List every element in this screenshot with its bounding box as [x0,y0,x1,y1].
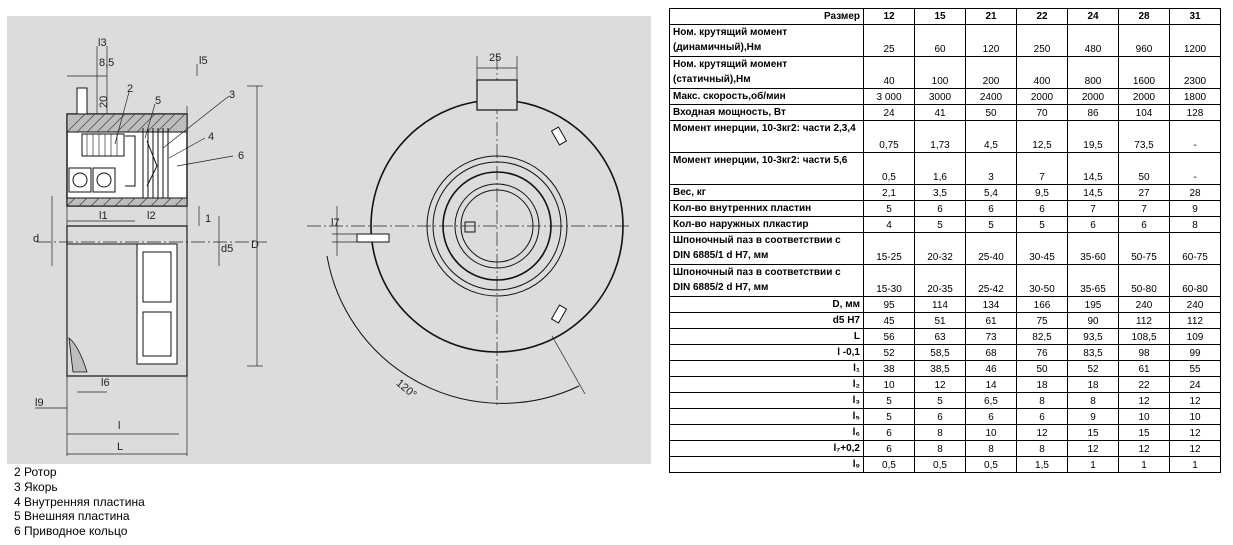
row-label: Шпоночный паз в соответствии с DIN 6885/1 d H7, мм [670,233,864,265]
table-row [670,297,1221,313]
table-cell: 6 [1119,217,1170,233]
table-cell: 8 [1068,393,1119,409]
row-label: l₅ [670,409,864,425]
legend-item: 5 Внешняя пластина [14,509,130,524]
table-cell: 114 [915,297,966,313]
table-cell: 8 [1017,441,1068,457]
table-cell: 240 [1170,297,1221,313]
table-cell: 52 [864,345,915,361]
label-part-2: 2 [127,83,134,95]
size-col: 22 [1017,9,1068,25]
table-cell: 250 [1017,25,1068,57]
table-cell: 2000 [1017,89,1068,105]
table-cell: 12 [1068,441,1119,457]
label-part-5: 5 [155,95,162,107]
legend-item: 3 Якорь [14,479,58,494]
legend-item: 4 Внутренняя пластина [14,494,145,509]
row-label: Вес, кг [670,185,864,201]
table-cell: 15 [1068,425,1119,441]
table-cell: 1 [1170,457,1221,473]
table-cell: 240 [1119,297,1170,313]
table-cell: 55 [1170,361,1221,377]
table-cell: 2300 [1170,57,1221,89]
row-label: d5 H7 [670,313,864,329]
table-cell: 1,5 [1017,457,1068,473]
front-view [307,52,632,406]
table-cell: 38 [864,361,915,377]
table-cell: 1200 [1170,25,1221,57]
table-cell: 6 [966,409,1017,425]
table-cell: 6 [1068,217,1119,233]
table-cell: 8 [966,441,1017,457]
table-cell: 3 [966,153,1017,185]
row-label: l₇+0,2 [670,441,864,457]
table-cell: 1 [1068,457,1119,473]
table-cell: 75 [1017,313,1068,329]
table-row [670,409,1221,425]
table-cell: 0,5 [966,457,1017,473]
table-cell: 68 [966,345,1017,361]
row-label: l₁ [670,361,864,377]
table-cell: 50 [1119,153,1170,185]
row-label: Момент инерции, 10-3кг2: части 2,3,4 [670,121,864,153]
table-cell: 73 [966,329,1017,345]
table-cell: 41 [915,105,966,121]
table-cell: 15 [1119,425,1170,441]
table-cell: 5 [915,393,966,409]
row-label: Ном. крутящий момент (статичный),Нм [670,57,864,89]
table-cell: 60-80 [1170,265,1221,297]
table-row [670,201,1221,217]
row-label: Ном. крутящий момент (динамичный),Нм [670,25,864,57]
table-row [670,89,1221,105]
parts-legend [14,465,145,539]
table-cell: 2,1 [864,185,915,201]
table-cell: 6 [915,201,966,217]
table-cell: 22 [1119,377,1170,393]
table-cell: 6 [1017,409,1068,425]
table-row [670,265,1221,297]
label-part-6: 6 [238,150,245,162]
table-cell: 10 [966,425,1017,441]
table-cell: 109 [1170,329,1221,345]
table-cell: 1,73 [915,121,966,153]
table-row [670,361,1221,377]
table-cell: 56 [864,329,915,345]
label-d: d [33,233,40,245]
table-row [670,377,1221,393]
table-cell: 0,5 [864,153,915,185]
label-25: 25 [489,52,502,64]
label-20: 20 [98,95,110,108]
table-cell: 8 [915,441,966,457]
table-cell: 12 [1119,393,1170,409]
table-cell: 95 [864,297,915,313]
table-cell: 61 [966,313,1017,329]
label-part-4: 4 [208,131,215,143]
table-cell: 6 [864,441,915,457]
table-cell: 61 [1119,361,1170,377]
table-row [670,329,1221,345]
size-col: 21 [966,9,1017,25]
table-cell: 58,5 [915,345,966,361]
label-120deg: 120° [393,377,419,402]
table-cell: 5 [915,217,966,233]
table-cell: 10 [1119,409,1170,425]
legend-item: 6 Приводное кольцо [14,524,128,539]
table-cell: 15-25 [864,233,915,265]
table-cell: 0,5 [915,457,966,473]
table-cell: 7 [1119,201,1170,217]
row-label: Входная мощность, Вт [670,105,864,121]
table-cell: 19,5 [1068,121,1119,153]
table-row [670,313,1221,329]
row-label: Кол-во наружных плкастир [670,217,864,233]
row-label: D, мм [670,297,864,313]
table-cell: 93,5 [1068,329,1119,345]
table-cell: 7 [1068,201,1119,217]
table-cell: 8 [915,425,966,441]
table-cell: 7 [1017,153,1068,185]
size-col: 24 [1068,9,1119,25]
table-cell: 18 [1017,377,1068,393]
table-cell: 38,5 [915,361,966,377]
table-cell: 12 [1170,441,1221,457]
table-cell: 12 [1170,425,1221,441]
table-cell: 73,5 [1119,121,1170,153]
size-col: 12 [864,9,915,25]
table-cell: 5,4 [966,185,1017,201]
table-cell: 5 [864,201,915,217]
size-header: Размер [670,9,864,25]
table-cell: 45 [864,313,915,329]
table-cell: 50-80 [1119,265,1170,297]
label-8-5: 8,5 [99,57,115,69]
table-cell: 6 [864,425,915,441]
table-row [670,425,1221,441]
table-cell: 63 [915,329,966,345]
label-L: L [117,441,124,453]
table-cell: 25 [864,25,915,57]
table-cell: 480 [1068,25,1119,57]
table-cell: 12,5 [1017,121,1068,153]
table-cell: 3 000 [864,89,915,105]
table-cell: 60-75 [1170,233,1221,265]
legend-item: 2 Ротор [14,465,57,479]
table-cell: 98 [1119,345,1170,361]
table-cell: 128 [1170,105,1221,121]
size-col: 31 [1170,9,1221,25]
row-label: l₆ [670,425,864,441]
table-cell: 1800 [1170,89,1221,105]
label-part-3: 3 [229,89,236,101]
row-label: l₂ [670,377,864,393]
table-header-row [670,9,1221,25]
table-cell: 12 [1119,441,1170,457]
table-row [670,105,1221,121]
row-label: l -0,1 [670,345,864,361]
table-cell: 5 [864,409,915,425]
table-cell: 50-75 [1119,233,1170,265]
table-cell: 0,5 [864,457,915,473]
table-row [670,25,1221,57]
table-cell: 9,5 [1017,185,1068,201]
table-cell: 6 [966,201,1017,217]
table-cell: 30-45 [1017,233,1068,265]
row-label: Шпоночный паз в соответствии с DIN 6885/2 d H7, мм [670,265,864,297]
table-cell: 134 [966,297,1017,313]
spec-table-body [670,25,1221,473]
table-cell: 3000 [915,89,966,105]
row-label: Момент инерции, 10-3кг2: части 5,6 [670,153,864,185]
table-cell: 166 [1017,297,1068,313]
table-cell: 27 [1119,185,1170,201]
label-l5: l5 [199,55,208,67]
row-label: L [670,329,864,345]
table-cell: 1 [1119,457,1170,473]
table-row [670,57,1221,89]
size-col: 28 [1119,9,1170,25]
table-cell: 50 [966,105,1017,121]
table-cell: 12 [1017,425,1068,441]
clutch-drawing-svg [7,16,651,464]
table-cell: - [1170,153,1221,185]
table-cell: 15-30 [864,265,915,297]
table-cell: 14,5 [1068,153,1119,185]
label-1: 1 [205,213,212,225]
table-cell: 14 [966,377,1017,393]
table-cell: 10 [1170,409,1221,425]
table-row [670,217,1221,233]
table-cell: 960 [1119,25,1170,57]
table-cell: 6 [1017,201,1068,217]
label-D: D [251,239,259,251]
table-row [670,393,1221,409]
row-label: l₃ [670,393,864,409]
table-cell: 2000 [1068,89,1119,105]
table-cell: 1600 [1119,57,1170,89]
table-cell: 195 [1068,297,1119,313]
section-view [33,37,267,456]
table-cell: 60 [915,25,966,57]
table-cell: 9 [1068,409,1119,425]
label-l1: l1 [99,210,108,222]
table-cell: 24 [1170,377,1221,393]
table-cell: 25-42 [966,265,1017,297]
row-label: Кол-во внутренних пластин [670,201,864,217]
table-cell: 112 [1170,313,1221,329]
label-l9: l9 [35,397,44,409]
table-row [670,441,1221,457]
table-cell: 4,5 [966,121,1017,153]
table-cell: 2000 [1119,89,1170,105]
table-row [670,457,1221,473]
table-row [670,121,1221,153]
table-row [670,233,1221,265]
table-cell: 20-32 [915,233,966,265]
table-cell: 83,5 [1068,345,1119,361]
row-label: l₉ [670,457,864,473]
table-cell: 35-65 [1068,265,1119,297]
label-l: l [118,420,121,432]
table-cell: 120 [966,25,1017,57]
table-cell: 0,75 [864,121,915,153]
table-cell: 24 [864,105,915,121]
table-cell: 46 [966,361,1017,377]
table-cell: 2400 [966,89,1017,105]
spec-table [669,8,1221,473]
table-cell: 18 [1068,377,1119,393]
table-cell: 104 [1119,105,1170,121]
table-row [670,153,1221,185]
table-cell: 35-60 [1068,233,1119,265]
table-cell: 82,5 [1017,329,1068,345]
table-cell: 20-35 [915,265,966,297]
table-cell: 86 [1068,105,1119,121]
table-cell: 99 [1170,345,1221,361]
table-cell: 5 [864,393,915,409]
table-cell: 8 [1170,217,1221,233]
table-cell: 70 [1017,105,1068,121]
table-cell: 12 [1170,393,1221,409]
table-cell: 25-40 [966,233,1017,265]
size-col: 15 [915,9,966,25]
table-cell: 90 [1068,313,1119,329]
label-l7: l7 [331,217,340,229]
table-cell: 5 [1017,217,1068,233]
table-cell: 14,5 [1068,185,1119,201]
table-cell: 9 [1170,201,1221,217]
label-d5: d5 [221,243,234,255]
table-cell: 5 [966,217,1017,233]
table-cell: 76 [1017,345,1068,361]
table-cell: - [1170,121,1221,153]
table-cell: 1,6 [915,153,966,185]
row-label: Макс. скорость,об/мин [670,89,864,105]
table-cell: 200 [966,57,1017,89]
table-cell: 30-50 [1017,265,1068,297]
table-cell: 800 [1068,57,1119,89]
label-l6: l6 [101,377,110,389]
technical-drawing [7,16,651,464]
table-cell: 3,5 [915,185,966,201]
table-cell: 4 [864,217,915,233]
table-cell: 6 [915,409,966,425]
table-cell: 28 [1170,185,1221,201]
table-cell: 10 [864,377,915,393]
table-cell: 51 [915,313,966,329]
table-cell: 6,5 [966,393,1017,409]
table-cell: 50 [1017,361,1068,377]
table-cell: 40 [864,57,915,89]
label-l2: l2 [147,210,156,222]
table-cell: 12 [915,377,966,393]
table-cell: 100 [915,57,966,89]
table-cell: 400 [1017,57,1068,89]
table-cell: 52 [1068,361,1119,377]
table-cell: 112 [1119,313,1170,329]
table-row [670,185,1221,201]
table-row [670,345,1221,361]
table-cell: 108,5 [1119,329,1170,345]
table-cell: 8 [1017,393,1068,409]
label-l3: l3 [98,37,107,49]
